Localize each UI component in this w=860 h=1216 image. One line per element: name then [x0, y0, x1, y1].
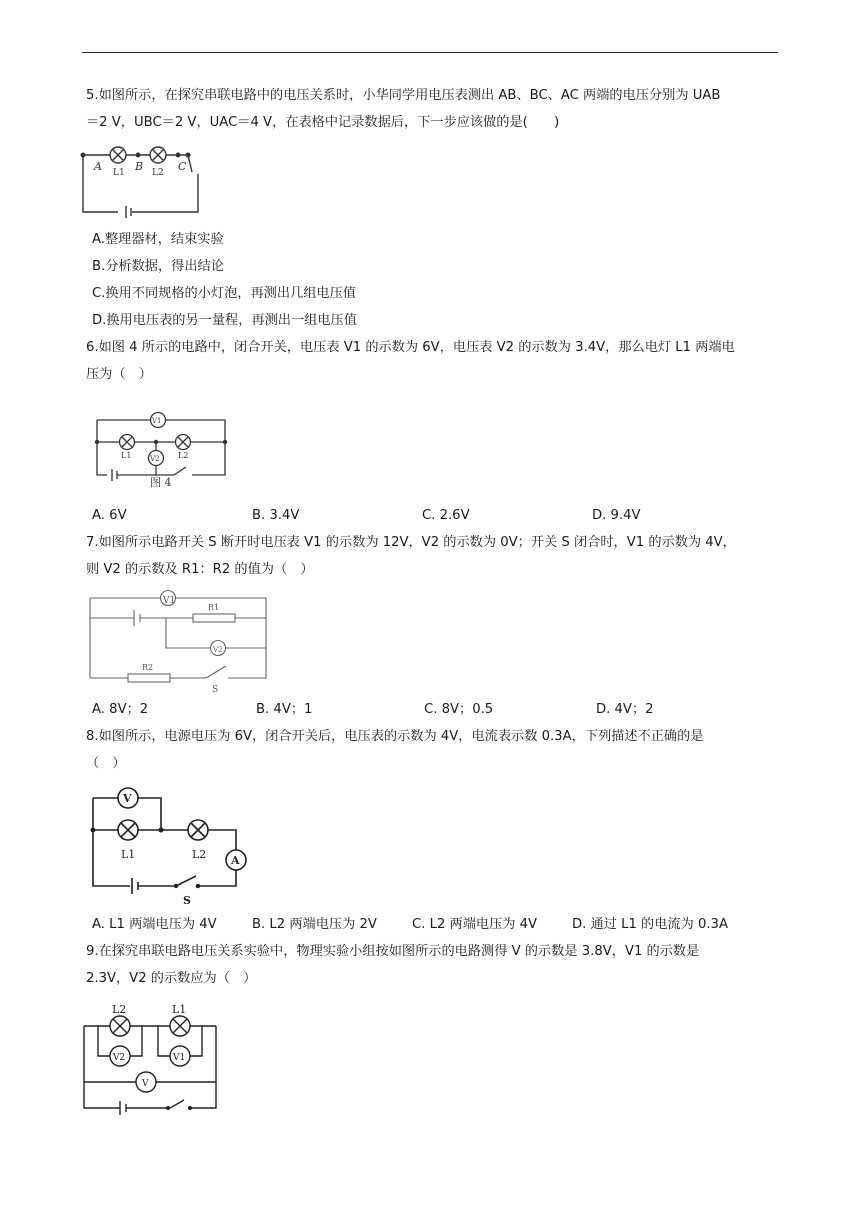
q6-option-a[interactable]: A. 6V — [92, 508, 127, 523]
q5-text-line1: 5.如图所示，在探究串联电路中的电压关系时，小华同学用电压表测出 AB、BC、AC 两端的电压分别为 UAB — [86, 88, 721, 103]
q8-label-V: V — [123, 792, 132, 805]
q5-text-line2: ＝2 V，UBC＝2 V，UAC＝4 V，在表格中记录数据后，下一步应该做的是( ) — [86, 115, 560, 130]
q6-option-c[interactable]: C. 2.6V — [422, 508, 470, 523]
q7-option-d[interactable]: D. 4V；2 — [596, 702, 654, 717]
q7-label-R1: R1 — [208, 603, 220, 612]
q8-option-b[interactable]: B. L2 两端电压为 2V — [252, 917, 377, 932]
q7-label-S: S — [212, 685, 219, 695]
q6-circuit-figure — [92, 410, 232, 490]
q6-label-L1: L1 — [121, 451, 132, 460]
q7-label-V1: V1 — [163, 596, 176, 606]
q5-option-a[interactable]: A.整理器材，结束实验 — [92, 232, 224, 247]
q8-option-c[interactable]: C. L2 两端电压为 4V — [412, 917, 538, 932]
q7-text-line2: 则 V2 的示数及 R1：R2 的值为（ ） — [86, 562, 314, 577]
q8-label-L2: L2 — [192, 848, 207, 861]
q9-text-line1: 9.在探究串联电路电压关系实验中，物理实验小组按如图所示的电路测得 V 的示数是 3.8V，V1 的示数是 — [86, 944, 700, 959]
q6-option-b[interactable]: B. 3.4V — [252, 508, 300, 523]
q8-text-line2: （ ） — [86, 756, 126, 771]
q5-option-b[interactable]: B.分析数据，得出结论 — [92, 259, 224, 274]
q8-option-a[interactable]: A. L1 两端电压为 4V — [92, 917, 217, 932]
q6-text-line2: 压为（ ） — [86, 367, 152, 382]
q6-option-d[interactable]: D. 9.4V — [592, 508, 641, 523]
q8-label-L1: L1 — [121, 848, 136, 861]
q6-figure-caption: 图 4 — [150, 476, 172, 489]
q9-circuit-figure — [80, 1000, 220, 1118]
header-rule — [82, 52, 778, 53]
q5-label-B: B — [135, 160, 144, 173]
q7-option-c[interactable]: C. 8V；0.5 — [424, 702, 494, 717]
q5-label-C: C — [178, 160, 187, 173]
q5-option-d[interactable]: D.换用电压表的另一量程，再测出一组电压值 — [92, 313, 357, 328]
q9-label-L2: L2 — [112, 1003, 127, 1016]
q5-label-A: A — [94, 160, 102, 173]
q8-text-line1: 8.如图所示，电源电压为 6V，闭合开关后，电压表的示数为 4V，电流表示数 0.3A，下列描述不正确的是 — [86, 729, 704, 744]
q7-option-b[interactable]: B. 4V；1 — [256, 702, 313, 717]
q6-text-line1: 6.如图 4 所示的电路中，闭合开关，电压表 V1 的示数为 6V，电压表 V2 的示数为 3.4V，那么电灯 L1 两端电 — [86, 340, 735, 355]
q5-circuit-figure — [80, 142, 210, 220]
q5-label-L1: L1 — [113, 168, 125, 178]
q9-label-V1: V1 — [173, 1053, 186, 1063]
q7-circuit-figure — [88, 588, 270, 694]
q5-option-c[interactable]: C.换用不同规格的小灯泡，再测出几组电压值 — [92, 286, 356, 301]
q6-label-L2: L2 — [178, 451, 189, 460]
q7-label-V2: V2 — [213, 646, 223, 654]
q8-label-A: A — [231, 854, 240, 867]
q7-option-a[interactable]: A. 8V；2 — [92, 702, 149, 717]
q9-label-L1: L1 — [172, 1003, 187, 1016]
q9-label-V: V — [142, 1079, 149, 1089]
q9-label-V2: V2 — [113, 1053, 126, 1063]
q7-label-R2: R2 — [142, 663, 154, 672]
q9-text-line2: 2.3V，V2 的示数应为（ ） — [86, 971, 257, 986]
q8-option-d[interactable]: D. 通过 L1 的电流为 0.3A — [572, 917, 728, 932]
q6-label-V1: V1 — [152, 417, 162, 425]
q7-text-line1: 7.如图所示电路开关 S 断开时电压表 V1 的示数为 12V，V2 的示数为 0V；开关 S 闭合时，V1 的示数为 4V， — [86, 535, 736, 550]
q8-label-S: S — [183, 894, 191, 907]
q8-circuit-figure — [88, 786, 248, 906]
q5-label-L2: L2 — [152, 168, 164, 178]
q6-label-V2: V2 — [150, 455, 160, 463]
